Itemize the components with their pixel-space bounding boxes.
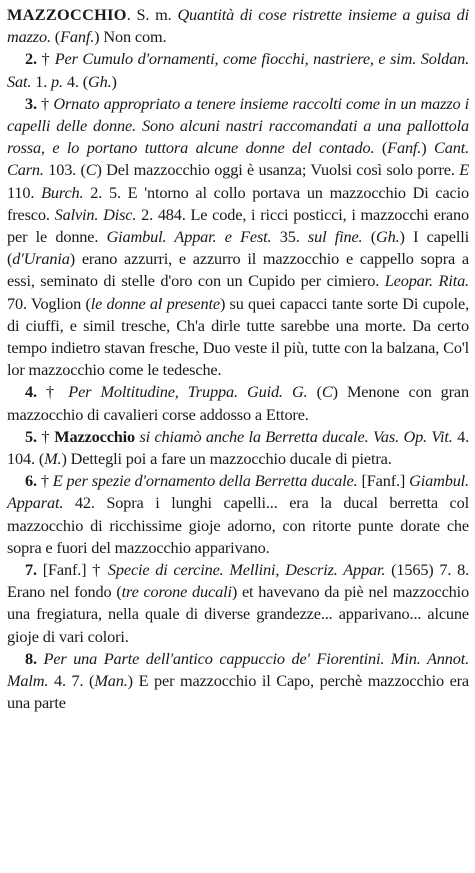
sense-4: 4. † Per Moltitudine, Truppa. Guid. G. (C) Menone con gran mazzocchio di cavalieri corse addosso a Ettore. [7, 382, 469, 424]
sense-5: 5. † Mazzocchio si chiamò anche la Berretta ducale. Vas. Op. Vit. 4. 104. (M.) Dettegli poi a fare un mazzocchio ducale di pietra. [7, 426, 469, 469]
sense-8: 8. Per una Parte dell'antico cappuccio de' Fiorentini. Min. Annot. Malm. 4. 7. (Man.) E per mazzocchio il Capo, perchè mazzocchio era una parte [7, 648, 470, 713]
entry-definition: . S. m. Quantità di cose ristrette insieme a guisa di mazzo. (Fanf.) Non com. [7, 5, 469, 47]
sense-6: 6. † E per spezie d'ornamento della Berretta ducale. [Fanf.] Giambul. Apparat. 42. Sopra i lunghi capelli... era la ducal berretta col mazzocchio di ricchissime gioje adorno, con ritorte punte dorate che sopra e fuori del mazzocchio apparivano. [7, 471, 469, 557]
sense-2: 2. † Per Cumulo d'ornamenti, come fiocchi, nastriere, e sim. Soldan. Sat. 1. p. 4. (Gh.) [7, 49, 469, 91]
sense-7: 7. [Fanf.] † Specie di cercine. Mellini, Descriz. Appar. (1565) 7. 8. Erano nel fondo (tre corone ducali) et havevano da piè nel mazzocchio una fregiatura, nella quale di diverse grandezze... apparivano... alcune gioje di vari colori. [7, 560, 469, 646]
sense-3: 3. † Ornato appropriato a tenere insieme raccolti come in un mazzo i capelli delle donne. Sono alcuni nastri raccomandati a una pallottola rossa, e lo portano tuttora alcune donne del contado. (Fanf.) Cant. Carn. 103. (C) Del mazzocchio oggi è usanza; Vuolsi così solo porre. E 110. Burch. 2. 5. E 'ntorno al collo portava un mazzocchio Di cacio fresco. Salvin. Disc. 2. 484. Le code, i ricci posticci, i mazzocchi erano per le donne. Giambul. Appar. e Fest. 35. sul fine. (Gh.) I capelli (d'Urania) erano azzurri, e azzurro il mazzocchio e cappello sopra a essi, seminato di stelle d'oro con un Cupido per cimiero. Leopar. Rita. 70. Voglion (le donne al presente) su quei capacci tante sorte Di cupole, di ciuffi, e simil tresche, Ch'a dirle tutte sarebbe una morte. Da certo tempo indietro stavan fresche, Duo veste il più, tutte con la balzana, Co'l lor mazzocchio come le tedesche. [7, 93, 470, 380]
entry-intro [7, 4, 469, 48]
headword: MAZZOCCHIO [7, 5, 127, 24]
